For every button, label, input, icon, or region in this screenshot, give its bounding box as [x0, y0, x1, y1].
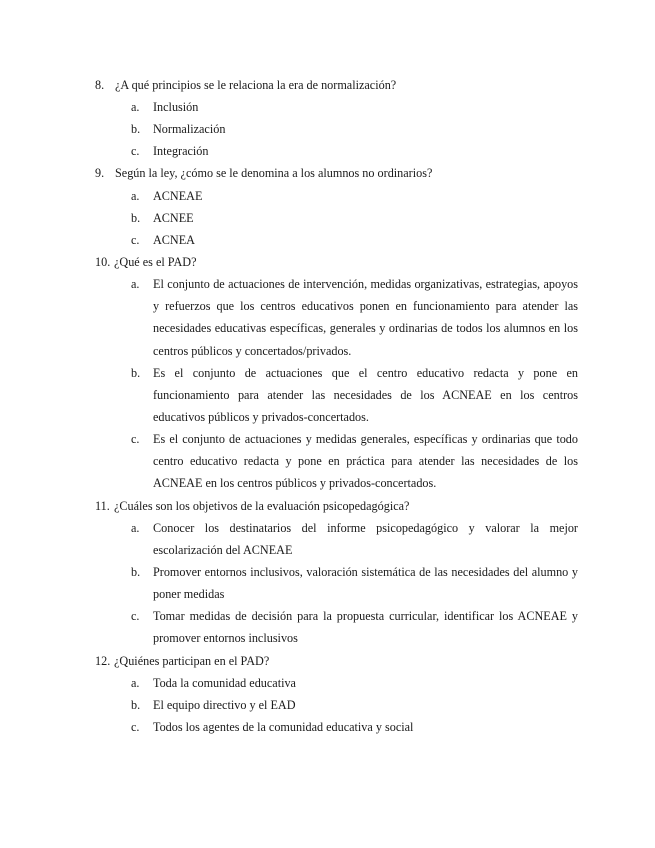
option-letter: b. — [131, 122, 141, 136]
question-8-option-a — [131, 96, 578, 118]
question-10-option-b — [131, 362, 578, 429]
option-text: Tomar medidas de decisión para la propuesta curricular, identificar los ACNEAE y promover entornos inclusivos — [153, 609, 578, 646]
option-text: Es el conjunto de actuaciones y medidas generales, específicas y ordinarias que todo centro educativo redacta y pone en práctica para atender las necesidades de los ACNEAE en los centros públicos y privados-concertados. — [153, 432, 578, 491]
question-11-option-a — [131, 517, 578, 561]
option-text: Es el conjunto de actuaciones que el centro educativo redacta y pone en funcionamiento para atender las necesidades de los ACNEAE en los centros educativos públicos y privados-concertados. — [153, 366, 578, 425]
option-letter: c. — [131, 432, 140, 446]
question-number: 8. — [95, 78, 105, 92]
option-text: Todos los agentes de la comunidad educativa y social — [153, 720, 414, 734]
question-number: 11. — [95, 499, 110, 513]
question-text: ¿A qué principios se le relaciona la era de normalización? — [115, 78, 397, 92]
question-10-option-a — [131, 273, 578, 362]
question-9-option-c — [131, 229, 578, 251]
option-letter: a. — [131, 189, 140, 203]
option-text: Inclusión — [153, 100, 199, 114]
question-number: 9. — [95, 166, 105, 180]
option-text: ACNEE — [153, 211, 194, 225]
question-12-option-a — [131, 672, 578, 694]
question-11-option-b — [131, 561, 578, 605]
option-text: ACNEAE — [153, 189, 203, 203]
option-letter: a. — [131, 100, 140, 114]
question-12-option-c — [131, 716, 578, 738]
question-9-option-a — [131, 185, 578, 207]
option-letter: c. — [131, 609, 140, 623]
question-10 — [95, 251, 580, 273]
question-8 — [95, 74, 580, 96]
option-text: El equipo directivo y el EAD — [153, 698, 296, 712]
question-10-option-c — [131, 428, 578, 495]
option-text: Toda la comunidad educativa — [153, 676, 296, 690]
question-text: Según la ley, ¿cómo se le denomina a los alumnos no ordinarios? — [115, 166, 433, 180]
option-letter: c. — [131, 144, 140, 158]
question-8-option-c — [131, 140, 578, 162]
question-number: 12. — [95, 654, 111, 668]
option-letter: b. — [131, 366, 141, 380]
option-text: Integración — [153, 144, 209, 158]
question-number: 10. — [95, 255, 111, 269]
option-letter: b. — [131, 211, 141, 225]
question-8-option-b — [131, 118, 578, 140]
question-9-option-b — [131, 207, 578, 229]
option-letter: c. — [131, 233, 140, 247]
option-letter: a. — [131, 521, 140, 535]
option-letter: a. — [131, 676, 140, 690]
question-text: ¿Quiénes participan en el PAD? — [114, 654, 270, 668]
option-letter: b. — [131, 698, 141, 712]
option-letter: c. — [131, 720, 140, 734]
question-text: ¿Qué es el PAD? — [114, 255, 197, 269]
question-12 — [95, 650, 580, 672]
question-12-option-b — [131, 694, 578, 716]
question-9 — [95, 162, 580, 184]
option-text: Normalización — [153, 122, 226, 136]
question-text: ¿Cuáles son los objetivos de la evaluación psicopedagógica? — [114, 499, 410, 513]
option-text: Promover entornos inclusivos, valoración sistemática de las necesidades del alumno y poner medidas — [153, 565, 578, 602]
question-11-option-c — [131, 605, 578, 649]
option-text: El conjunto de actuaciones de intervención, medidas organizativas, estrategias, apoyos y refuerzos que los centros educativos ponen en funcionamiento para atender las necesidades educativas específicas, generales y ordinarias de todos los alumnos en los centros públicos y concertados/privados. — [153, 277, 578, 358]
option-letter: b. — [131, 565, 141, 579]
option-letter: a. — [131, 277, 140, 291]
option-text: Conocer los destinatarios del informe psicopedagógico y valorar la mejor escolarización del ACNEAE — [153, 521, 578, 558]
question-11 — [95, 495, 580, 517]
option-text: ACNEA — [153, 233, 195, 247]
